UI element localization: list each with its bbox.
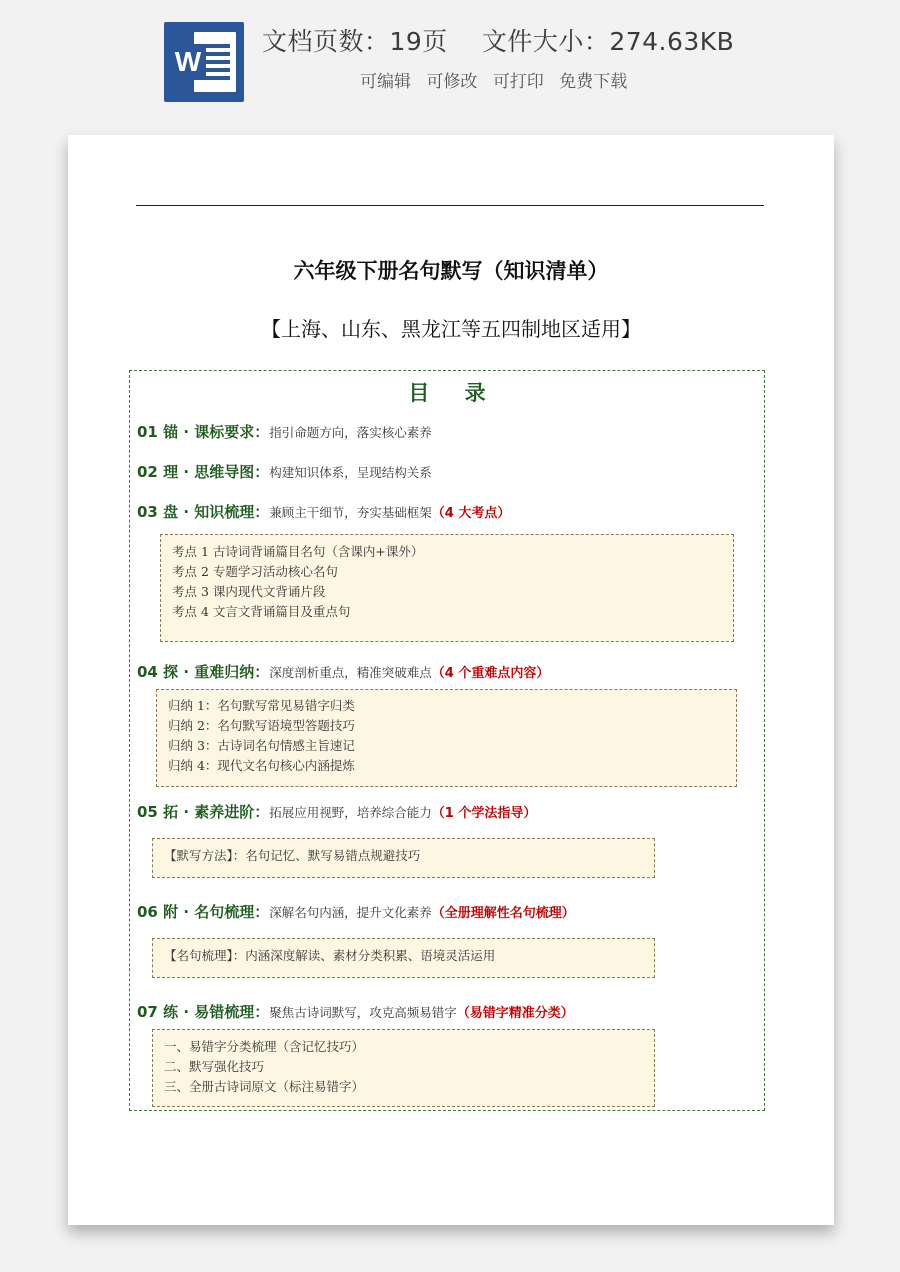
section-desc: 深解名句内涵，提升文化素养: [269, 905, 432, 920]
list-item: 【默写方法】：名句记忆、默写易错点规避技巧: [164, 848, 421, 863]
list-item: 归纳 3：古诗词名句情感主旨速记: [168, 738, 355, 753]
toc-section-07: [137, 1001, 574, 1022]
section-07-box: [152, 1029, 655, 1107]
section-number: 06 附 · 名句梳理：: [137, 903, 270, 921]
list-item: 三、全册古诗词原文（标注易错字）: [164, 1079, 365, 1094]
section-number: 05 拓 · 素养进阶：: [137, 803, 270, 821]
list-item: 考点 2 专题学习活动核心名句: [172, 564, 338, 579]
toc-section-01: [137, 421, 432, 442]
toc-section-04: [137, 661, 549, 682]
section-desc: 聚焦古诗词默写，攻克高频易错字: [269, 1005, 457, 1020]
toc-section-05: [137, 801, 536, 822]
list-item: 归纳 1：名句默写常见易错字归类: [168, 698, 355, 713]
section-desc: 指引命题方向，落实核心素养: [269, 425, 432, 440]
list-item: 考点 1 古诗词背诵篇目名句（含课内+课外）: [172, 544, 424, 559]
section-highlight: （全册理解性名句梳理）: [431, 906, 575, 921]
document-title: 六年级下册名句默写（知识清单）: [293, 259, 609, 283]
file-size: 文件大小：274.63KB: [481, 27, 735, 56]
table-of-contents: [129, 370, 765, 1111]
section-number: 03 盘 · 知识梳理：: [137, 503, 270, 521]
section-highlight: （4 大考点）: [431, 506, 511, 521]
list-item: 考点 4 文言文背诵篇目及重点句: [172, 604, 351, 619]
download-banner: [0, 0, 900, 120]
toc-heading: 目 录: [408, 381, 500, 405]
list-item: 归纳 2：名句默写语境型答题技巧: [168, 718, 355, 733]
toc-section-02: [137, 461, 432, 482]
section-desc: 兼顾主干细节，夯实基础框架: [269, 505, 432, 520]
section-number: 02 理 · 思维导图：: [137, 463, 270, 481]
section-desc: 深度剖析重点，精准突破难点: [269, 665, 432, 680]
word-letter: W: [170, 44, 206, 80]
section-05-box: [152, 838, 655, 878]
section-03-box: [160, 534, 734, 642]
list-item: 【名句梳理】：内涵深度解读、素材分类积累、语境灵活运用: [164, 948, 496, 963]
section-number: 07 练 · 易错梳理：: [137, 1003, 270, 1021]
document-subtitle: 【上海、山东、黑龙江等五四制地区适用】: [261, 317, 641, 341]
tag-printable: 可打印: [492, 72, 544, 92]
section-highlight: （易错字精准分类）: [456, 1006, 574, 1021]
section-number: 04 探 · 重难归纳：: [137, 663, 270, 681]
tag-editable: 可编辑: [360, 72, 411, 92]
word-doc-icon: [164, 22, 244, 102]
section-highlight: （1 个学法指导）: [431, 806, 537, 821]
section-highlight: （4 个重难点内容）: [431, 666, 550, 681]
file-meta: [262, 22, 734, 58]
list-item: 归纳 4：现代文名句核心内涵提炼: [168, 758, 355, 773]
section-04-box: [156, 689, 737, 787]
toc-section-03: [137, 501, 510, 522]
tag-free-download: 免费下载: [559, 72, 628, 92]
feature-tags: [360, 67, 627, 92]
header-rule: [136, 205, 764, 206]
list-item: 二、默写强化技巧: [164, 1059, 265, 1074]
document-page: [68, 135, 834, 1225]
list-item: 考点 3 课内现代文背诵片段: [172, 584, 326, 599]
section-desc: 构建知识体系，呈现结构关系: [269, 465, 432, 480]
section-06-box: [152, 938, 655, 978]
section-number: 01 锚 · 课标要求：: [137, 423, 270, 441]
page-count: 文档页数：19页: [262, 27, 448, 56]
list-item: 一、易错字分类梳理（含记忆技巧）: [164, 1039, 365, 1054]
tag-modifiable: 可修改: [426, 72, 478, 92]
section-desc: 拓展应用视野，培养综合能力: [269, 805, 432, 820]
toc-section-06: [137, 901, 575, 922]
